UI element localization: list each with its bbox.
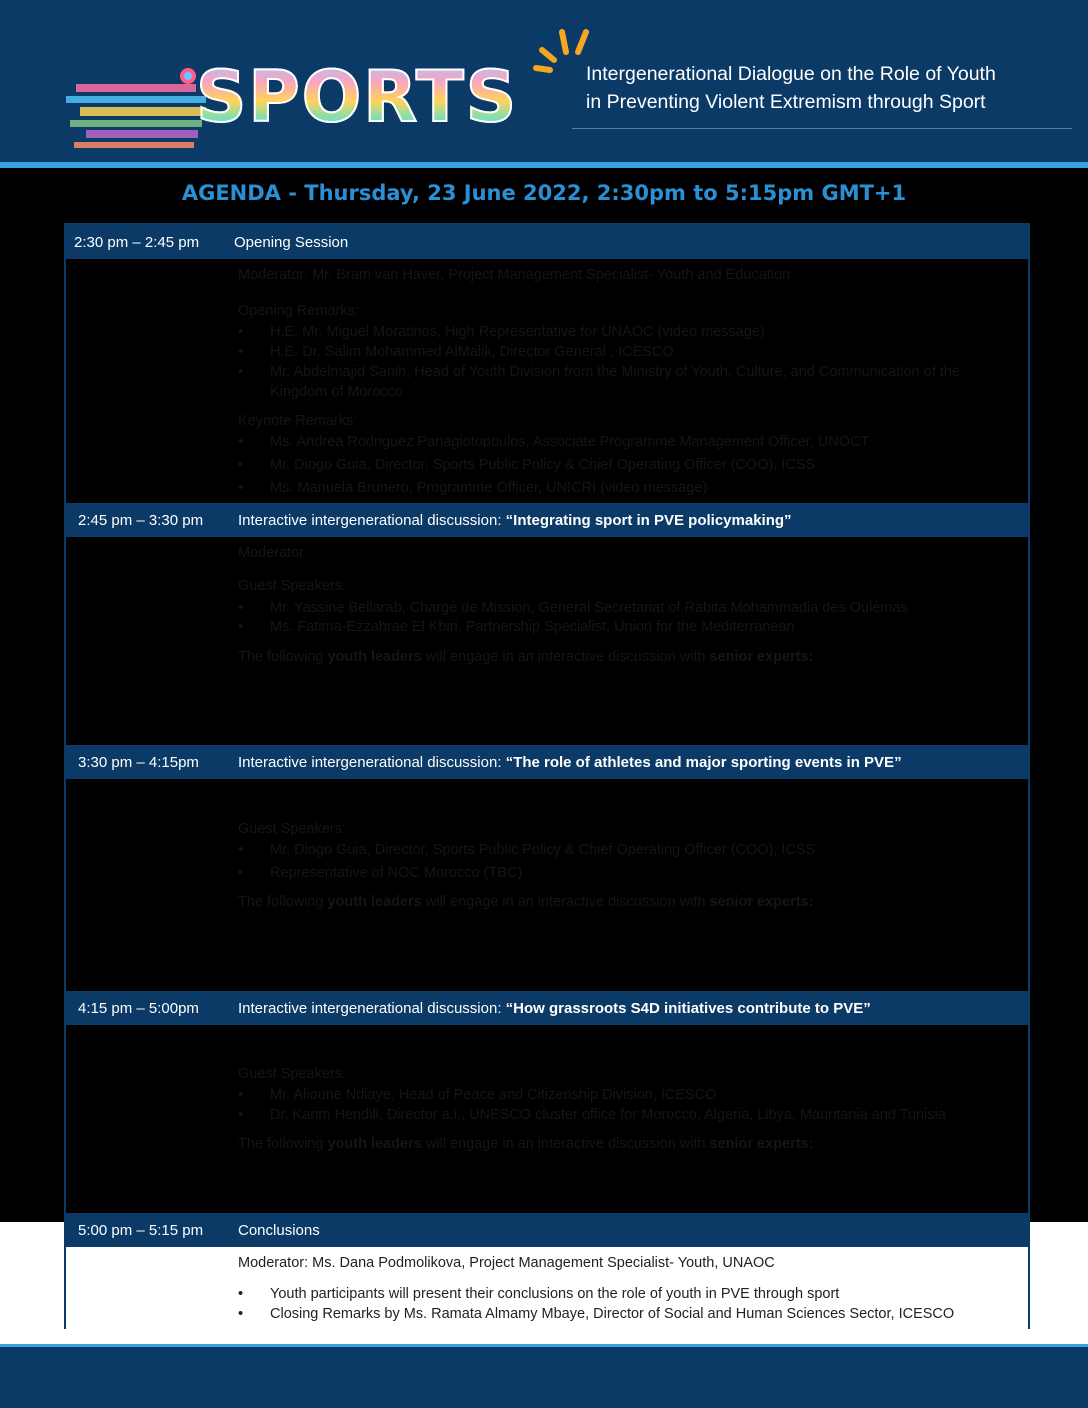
note-text: The following (238, 649, 328, 665)
page-header (0, 0, 1088, 163)
event-title-line-1: Intergenerational Dialogue on the Role of Youth (586, 63, 996, 85)
note-emphasis: youth leaders (327, 1136, 422, 1152)
bullet-icon: • (238, 1306, 244, 1322)
note-emphasis: youth leaders (327, 894, 422, 910)
session-title: Opening Session (234, 234, 349, 251)
note-text: will engage in an interactive discussion with (421, 1136, 710, 1152)
session-header-athletes (66, 745, 1028, 779)
discussion-note (238, 894, 813, 910)
bullet-icon: • (238, 1286, 244, 1302)
bullet-icon: • (238, 457, 244, 473)
session-title-topic: “The role of athletes and major sporting events in PVE” (505, 754, 902, 771)
list-item-text: Youth participants will present their conclusions on the role of youth in PVE through sport (270, 1286, 840, 1302)
session-title (238, 512, 792, 529)
agenda-table (64, 223, 1030, 1329)
note-emphasis: senior experts: (709, 649, 814, 665)
note-text: will engage in an interactive discussion with (421, 894, 710, 910)
list-item-text: Mr. Diogo Guia, Director, Sports Public Policy & Chief Operating Officer (COO), ICSS (270, 457, 816, 473)
note-text: The following (238, 894, 328, 910)
session-title-prefix: Interactive intergenerational discussion: (238, 1000, 506, 1017)
list-item-text: Closing Remarks by Ms. Ramata Almamy Mbaye, Director of Social and Human Sciences Sector, ICESCO (270, 1306, 955, 1322)
session-title-topic: “Integrating sport in PVE policymaking” (505, 512, 792, 529)
bullet-icon: • (238, 434, 244, 450)
page-footer (0, 1344, 1088, 1408)
session-header-opening (66, 225, 1028, 259)
title-divider (572, 128, 1072, 129)
session-body-opening (66, 259, 1028, 503)
session-time: 2:45 pm – 3:30 pm (78, 512, 204, 529)
bullet-icon: • (238, 865, 244, 881)
logo-wordmark-text: SPORTS (196, 56, 519, 138)
moderator-line: Moderator: Ms. Dana Podmolikova, Project Management Specialist- Youth, UNAOC (238, 1255, 775, 1271)
bullet-icon: • (238, 344, 244, 360)
event-title (586, 60, 1066, 116)
session-body-athletes (66, 779, 1028, 989)
note-emphasis: senior experts: (709, 1136, 814, 1152)
list-item-text: H.E. Mr. Miguel Moratinos, High Representative for UNAOC (video message) (270, 324, 765, 340)
header-accent-band (0, 162, 1088, 168)
session-title (238, 754, 902, 771)
note-emphasis: youth leaders (327, 649, 422, 665)
list-item-text: Mr. Abdelmajid Sanih, Head of Youth Division from the Ministry of Youth, Culture, and Communication of the (270, 364, 960, 380)
session-header-grassroots (66, 991, 1028, 1025)
session-time: 4:15 pm – 5:00pm (78, 1000, 199, 1017)
list-item-text: Dr. Karim Hendili, Director a.i., UNESCO cluster office for Morocco, Algeria, Libya, Mauritania and Tunisia (270, 1107, 946, 1123)
list-item-text: Mr. Alioune Ndiaye, Head of Peace and Citizenship Division, ICESCO (270, 1087, 717, 1103)
list-item-text: Mr. Yassine Bellarab, Chargé de Mission, General Secretariat of Rabita Mohammadia des Oulémas (270, 600, 908, 616)
bullet-icon: • (238, 324, 244, 340)
session-body-policymaking (66, 537, 1028, 745)
logo-wordmark (196, 56, 519, 138)
note-text: will engage in an interactive discussion with (421, 649, 710, 665)
bullet-icon: • (238, 364, 244, 380)
moderator-line: Moderator: Mr. Bram van Haver, Project Management Specialist- Youth and Education (238, 267, 791, 283)
guest-speakers-label: Guest Speakers: (238, 821, 346, 837)
session-time: 2:30 pm – 2:45 pm (74, 234, 200, 251)
bullet-icon: • (238, 1107, 244, 1123)
session-body-conclusions (66, 1247, 1028, 1329)
list-item-text: Ms. Fatima-Ezzahrae El Kbiri, Partnership Specialist, Union for the Mediterranean (270, 619, 795, 635)
list-item-text: Mr. Diogo Guia, Director, Sports Public Policy & Chief Operating Officer (COO), ICSS (270, 842, 816, 858)
note-emphasis: senior experts: (709, 894, 814, 910)
bullet-icon: • (238, 480, 244, 496)
agenda-heading: AGENDA - Thursday, 23 June 2022, 2:30pm to 5:15pm GMT+1 (181, 181, 907, 205)
opening-remarks-label: Opening Remarks: (238, 303, 359, 319)
session-header-policymaking (66, 503, 1028, 537)
note-text: The following (238, 1136, 328, 1152)
session-title (238, 1000, 871, 1017)
list-item-text: Ms. Manuela Brunero, Programme Officer, UNICRI (video message) (270, 480, 708, 496)
session-header-conclusions (66, 1213, 1028, 1247)
bullet-icon: • (238, 1087, 244, 1103)
keynote-remarks-label: Keynote Remarks: (238, 413, 358, 429)
session-title-prefix: Interactive intergenerational discussion: (238, 754, 506, 771)
session-title: Conclusions (238, 1222, 320, 1239)
list-item-text: Ms. Andrea Rodriguez Panagiotopoulos, Associate Programme Management Officer, UNOCT (270, 434, 870, 450)
sports-logo (30, 30, 519, 138)
bullet-icon: • (238, 619, 244, 635)
discussion-note (238, 649, 813, 665)
session-title-topic: “How grassroots S4D initiatives contribute to PVE” (505, 1000, 871, 1017)
list-item-text: Kingdom of Morocco (270, 384, 403, 400)
session-time: 5:00 pm – 5:15 pm (78, 1222, 204, 1239)
guest-speakers-label: Guest Speakers: (238, 1066, 346, 1082)
guest-speakers-label: Guest Speakers: (238, 578, 346, 594)
moderator-line: Moderator: (238, 545, 309, 561)
discussion-note (238, 1136, 813, 1152)
session-body-grassroots (66, 1025, 1028, 1213)
event-title-line-2: in Preventing Violent Extremism through Sport (586, 91, 986, 113)
bullet-icon: • (238, 842, 244, 858)
bullet-icon: • (238, 600, 244, 616)
list-item-text: Representative of NOC Morocco (TBC) (270, 865, 523, 881)
session-title-prefix: Interactive intergenerational discussion: (238, 512, 506, 529)
session-time: 3:30 pm – 4:15pm (78, 754, 199, 771)
list-item-text: H.E. Dr. Salim Mohammed AlMalik, Director General , ICESCO (270, 344, 674, 360)
